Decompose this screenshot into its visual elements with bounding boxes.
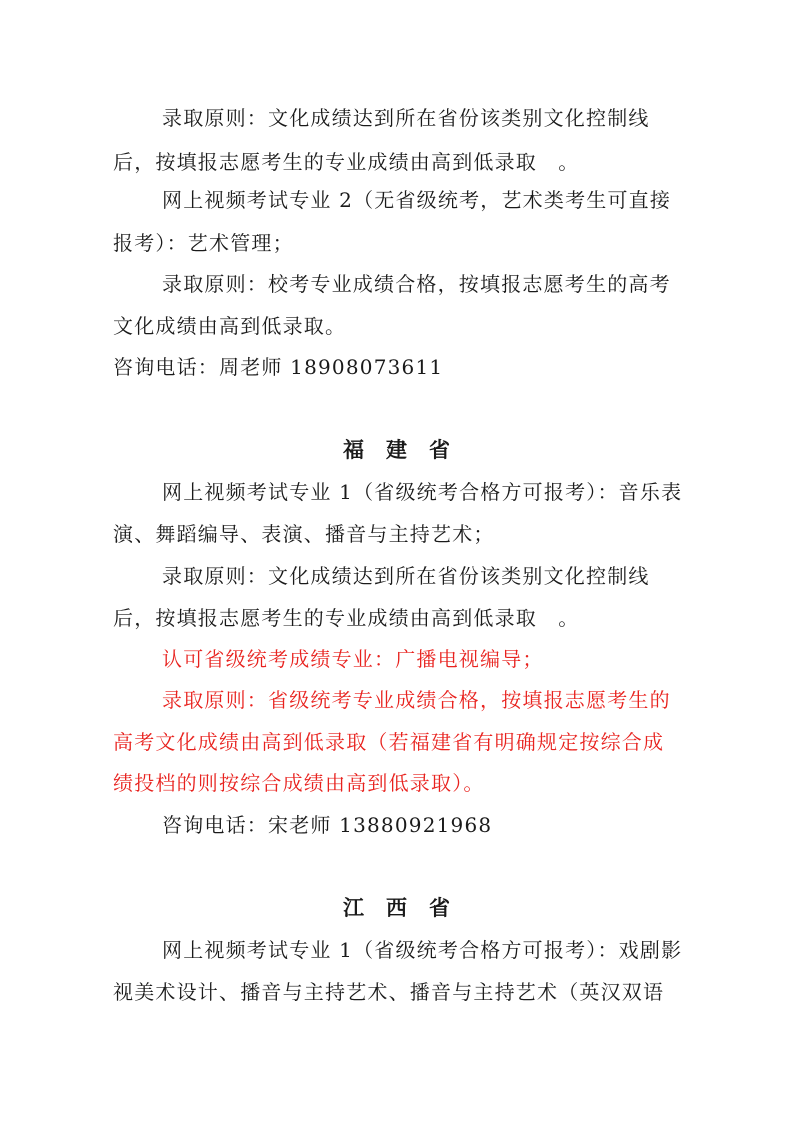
paragraph-text: 后，按填报志愿考生的专业成绩由高到低录取 。: [113, 150, 580, 174]
section-heading-jiangxi: 江西省: [343, 896, 472, 920]
paragraph-text: 演、舞蹈编导、表演、播音与主持艺术；: [113, 522, 495, 546]
highlighted-admission-principle-text: 录取原则：省级统考专业成绩合格，按填报志愿考生的: [162, 688, 671, 712]
highlighted-text: 绩投档的则按综合成绩由高到低录取）。: [113, 771, 485, 795]
highlighted-text: 认可省级统考成绩专业：广播电视编导；: [162, 647, 544, 671]
admission-principle-text: 录取原则：校考专业成绩合格，按填报志愿考生的高考: [162, 272, 671, 296]
paragraph-text: 网上视频考试专业 2（无省级统考，艺术类考生可直接: [162, 188, 672, 212]
contact-phone-text: 咨询电话：宋老师 13880921968: [162, 813, 493, 837]
contact-phone-text: 咨询电话：周老师 18908073611: [113, 355, 444, 379]
admission-principle-text: 录取原则：文化成绩达到所在省份该类别文化控制线: [162, 106, 650, 130]
paragraph-text: 文化成绩由高到低录取。: [113, 314, 347, 338]
section-heading-fujian: 福建省: [343, 438, 472, 462]
paragraph-text: 网上视频考试专业 1（省级统考合格方可报考）：戏剧影: [162, 938, 683, 962]
paragraph-text: 视美术设计、播音与主持艺术、播音与主持艺术（英汉双语: [113, 980, 665, 1004]
paragraph-text: 网上视频考试专业 1（省级统考合格方可报考）：音乐表: [162, 480, 683, 504]
paragraph-text: 报考）：艺术管理；: [113, 231, 294, 255]
highlighted-text: 高考文化成绩由高到低录取（若福建省有明确规定按综合成: [113, 730, 665, 754]
paragraph-text: 后，按填报志愿考生的专业成绩由高到低录取 。: [113, 606, 580, 630]
admission-principle-text: 录取原则：文化成绩达到所在省份该类别文化控制线: [162, 564, 650, 588]
